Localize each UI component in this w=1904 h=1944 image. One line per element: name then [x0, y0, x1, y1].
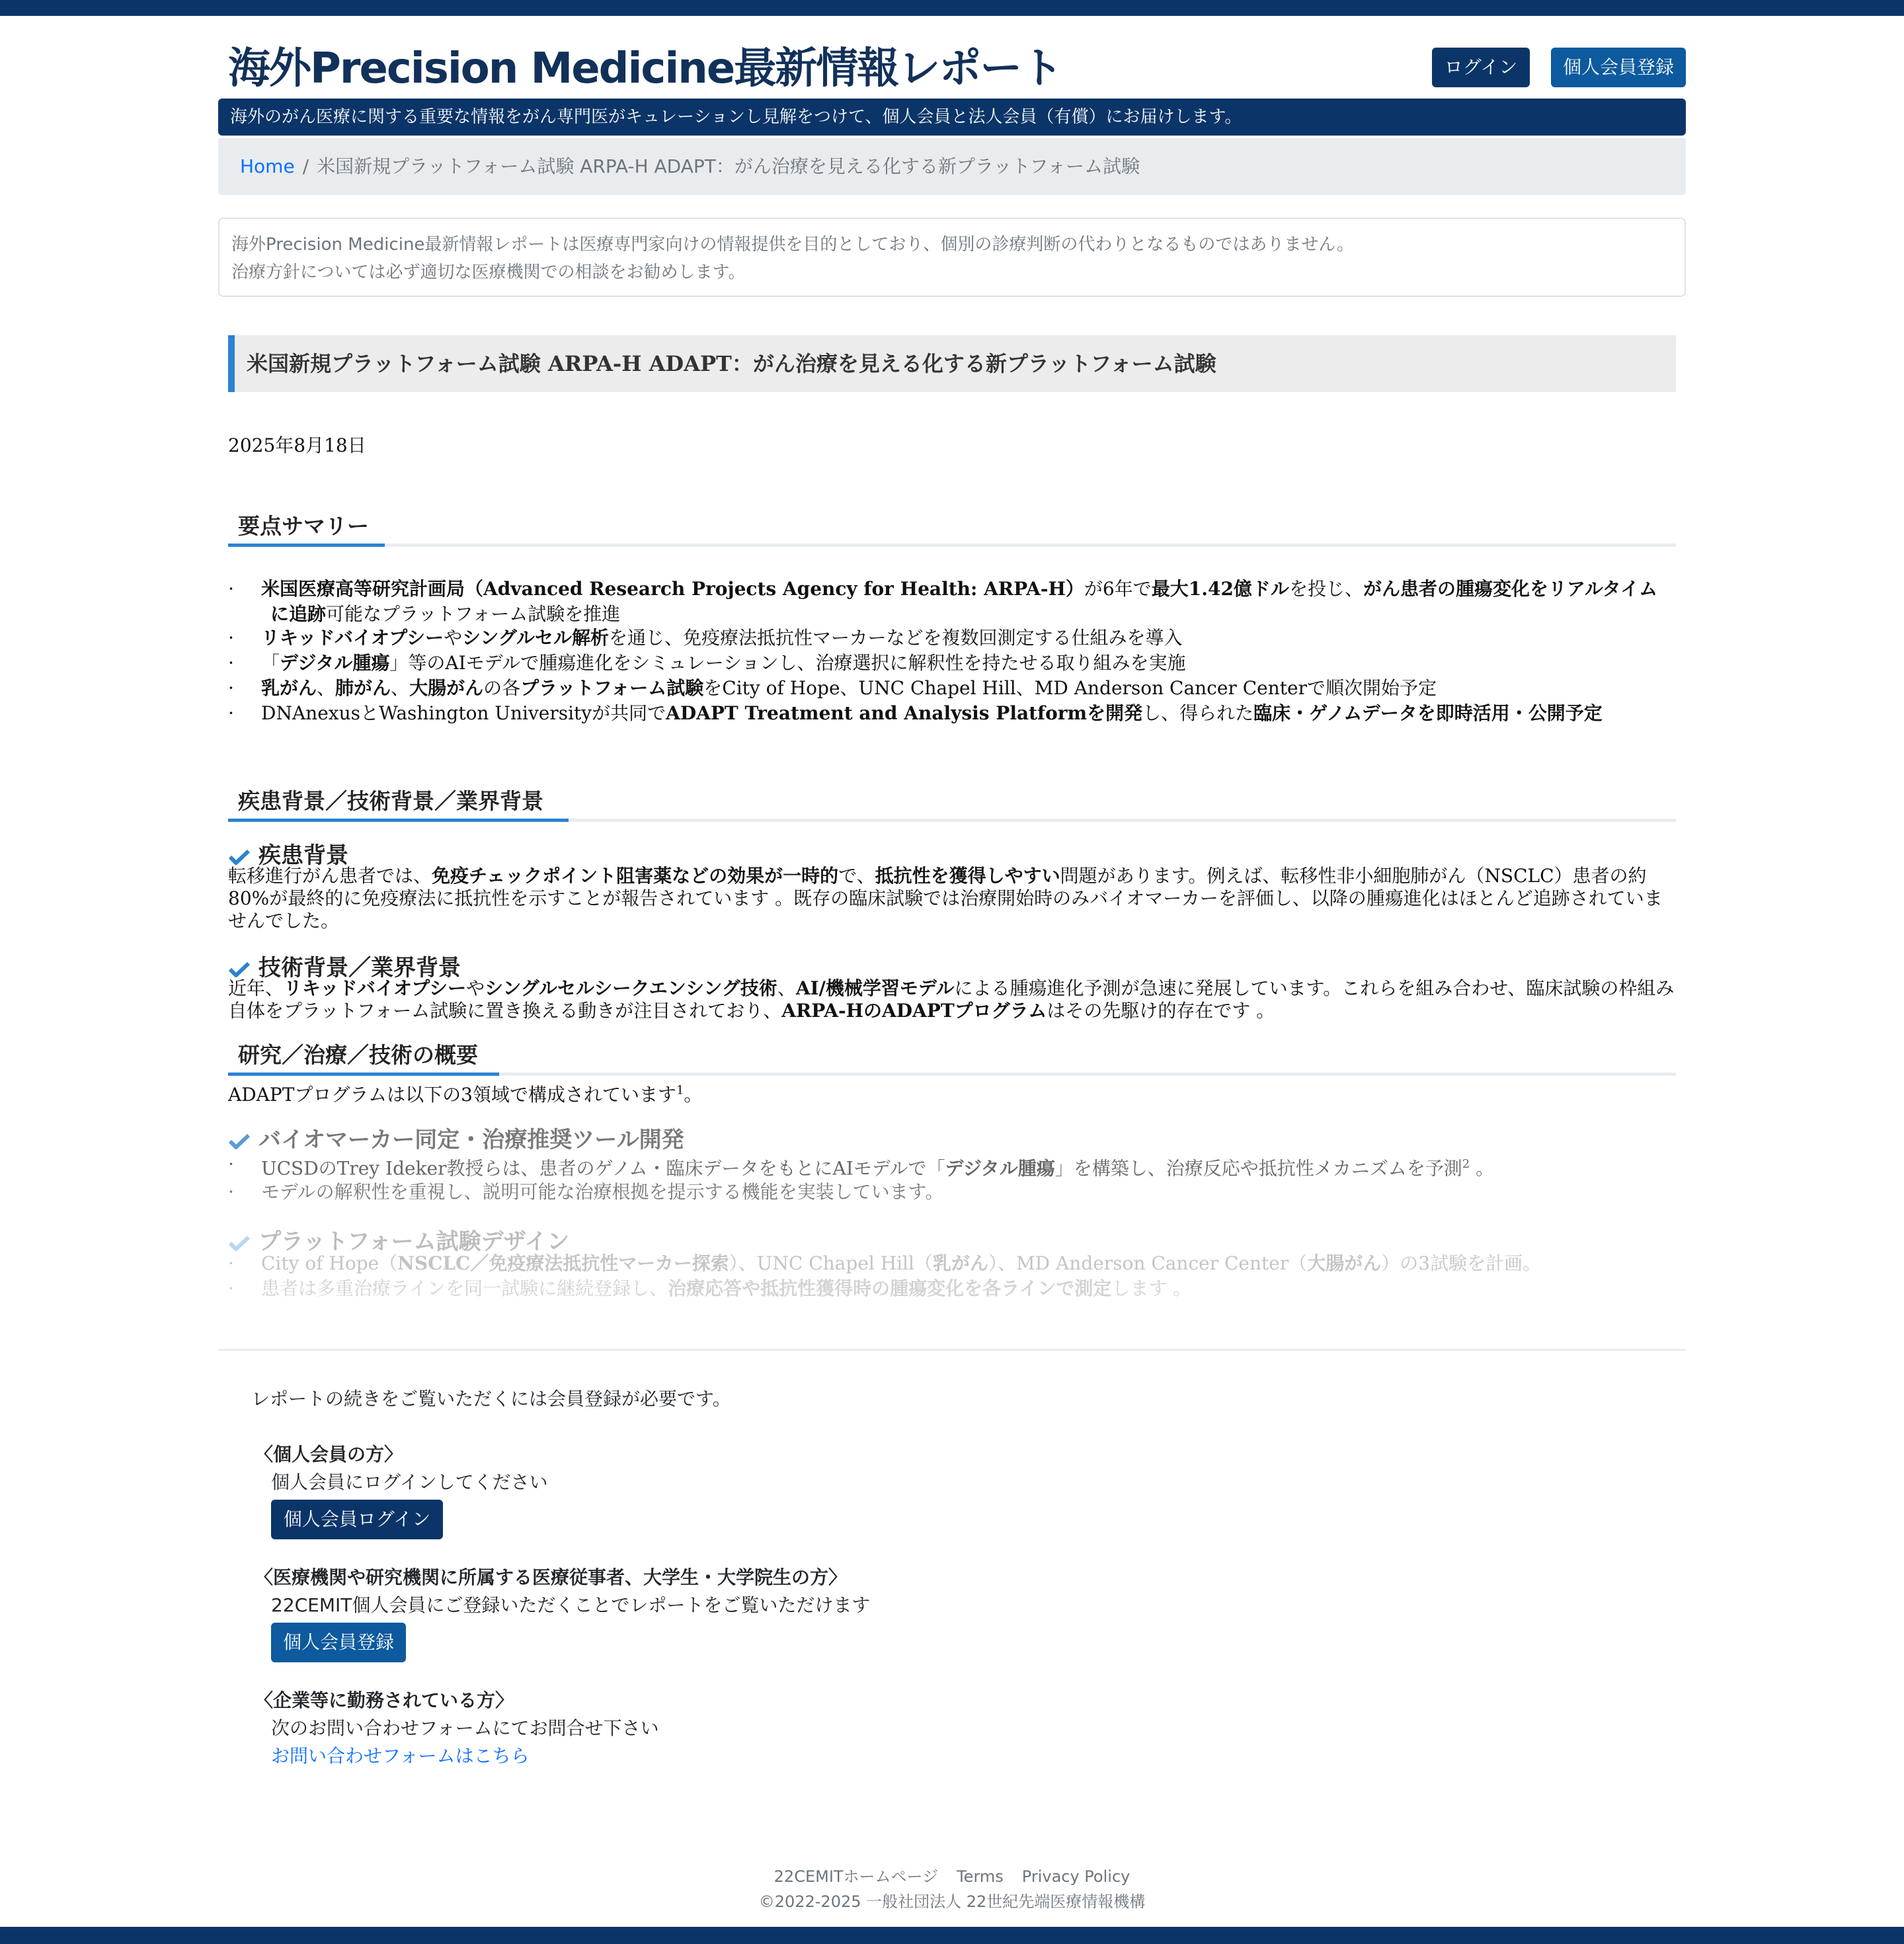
medical-text: 22CEMIT個人会員にご登録いただくことでレポートをご覧いただけます	[271, 1594, 871, 1616]
biomarker-item: · UCSDのTrey Ideker教授らは、患者のゲノム・臨床データをもとにAIモデルで「デジタル腫瘍」を構築し、治療反応や抵抗性メカニズムを予測$^2$ 。	[228, 1153, 1495, 1180]
site-title[interactable]: 海外Precision Medicine最新情報レポート	[228, 44, 1062, 93]
footer-links	[0, 1863, 1904, 1886]
membership-intro: レポートの続きをご覧いただくには会員登録が必要です。	[251, 1388, 731, 1410]
footer-link-privacy[interactable]: Privacy Policy	[1021, 1867, 1130, 1886]
check-icon	[228, 1235, 251, 1251]
disease-heading: 疾患背景	[228, 837, 348, 870]
breadcrumb-current: 米国新規プラットフォーム試験 ARPA-H ADAPT：がん治療を見える化する新プラットフォーム試験	[317, 155, 1140, 177]
disclaimer-notice	[218, 218, 1686, 297]
site-tagline: 海外のがん医療に関する重要な情報をがん専門医がキュレーションし見解をつけて、個人会員と法人会員（有償）にお届けします。	[218, 99, 1686, 136]
summary-heading-rule	[228, 544, 1676, 547]
footer-copyright: ©2022-2025 一般社団法人 22世紀先端医療情報機構	[758, 1892, 1146, 1911]
platform-item: · 患者は多重治療ラインを同一試験に継続登録し、治療応答や抵抗性獲得時の腫瘍変化を各ラインで測定します 。	[228, 1277, 1192, 1299]
breadcrumb	[218, 138, 1686, 195]
footer-link-home[interactable]: 22CEMITホームページ	[774, 1867, 939, 1886]
breadcrumb-home-link[interactable]: Home	[240, 155, 295, 177]
disease-paragraph: 転移進行がん患者では、免疫チェックポイント阻害薬などの効果が一時的で、抵抗性を獲得しやすい問題があります。例えば、転移性非小細胞肺がん（NSCLC）患者の約80%が最終的に免疫療法に抵抗性を示すことが報告されています 。既存の臨床試験では治療開始時のみバイオマーカーを評価し、以降の腫瘍進化はほとんど追跡されていませんでした。	[228, 865, 1663, 932]
individual-register-button[interactable]: 個人会員登録	[271, 1623, 406, 1662]
check-icon	[228, 961, 251, 977]
individual-text: 個人会員にログインしてください	[271, 1471, 548, 1493]
individual-heading: 〈個人会員の方〉	[255, 1443, 403, 1465]
login-button[interactable]: ログイン	[1432, 48, 1530, 87]
article-date: 2025年8月18日	[228, 434, 366, 456]
biomarker-item: · モデルの解釈性を重視し、説明可能な治療根拠を提示する機能を実装しています。	[228, 1181, 944, 1203]
corporate-text: 次のお問い合わせフォームにてお問合せ下さい	[271, 1717, 659, 1739]
background-heading: 疾患背景／技術背景／業界背景	[238, 788, 543, 814]
tech-paragraph: 近年、リキッドバイオプシーやシングルセルシークエンシング技術、AI/機械学習モデルによる腫瘍進化予測が急速に発展しています。これらを組み合わせ、臨床試験の枠組み自体をプラットフォーム試験に置き換える動きが注目されており、ARPA-HのADAPTプログラムはその先駆け的存在です 。	[228, 977, 1675, 1022]
overview-heading: 研究／治療／技術の概要	[238, 1042, 478, 1068]
bottom-accent-bar	[0, 1927, 1904, 1944]
summary-item: · DNAnexusとWashington Universityが共同でADAPT Treatment and Analysis Platformを開発し、得られた臨床・ゲノムデータを即時活用・公開予定	[228, 702, 1603, 724]
overview-heading-underline	[228, 1073, 499, 1076]
summary-item: · 乳がん、肺がん、大腸がんの各プラットフォーム試験をCity of Hope、UNC Chapel Hill、MD Anderson Cancer Centerで順次開始予定	[228, 677, 1437, 699]
register-button[interactable]: 個人会員登録	[1551, 48, 1686, 87]
summary-item: · リキッドバイオプシーやシングルセル解析を通じ、免疫療法抵抗性マーカーなどを複数回測定する仕組みを導入	[228, 627, 1183, 649]
disclaimer-line-2: 治療方針については必ず適切な医療機関での相談をお勧めします。	[231, 263, 746, 282]
contact-form-link[interactable]: お問い合わせフォームはこちら	[271, 1745, 530, 1767]
summary-heading-underline	[228, 544, 385, 547]
biomarker-heading: バイオマーカー同定・治療推奨ツール開発	[228, 1121, 684, 1154]
individual-login-button[interactable]: 個人会員ログイン	[271, 1500, 443, 1539]
top-accent-bar	[0, 0, 1904, 16]
footer-link-terms[interactable]: Terms	[957, 1867, 1004, 1886]
background-heading-underline	[228, 819, 569, 822]
summary-item: · 「デジタル腫瘍」等のAIモデルで腫瘍進化をシミュレーションし、治療選択に解釈性を持たせる取り組みを実施	[228, 652, 1186, 674]
check-icon	[228, 1133, 251, 1149]
check-icon	[228, 849, 251, 865]
platform-heading: プラットフォーム試験デザイン	[228, 1223, 569, 1256]
article-title: 米国新規プラットフォーム試験 ARPA-H ADAPT：がん治療を見える化する新プラットフォーム試験	[228, 335, 1676, 392]
summary-heading: 要点サマリー	[238, 513, 369, 539]
corporate-heading: 〈企業等に勤務されている方〉	[255, 1689, 514, 1711]
tech-heading: 技術背景／業界背景	[228, 950, 461, 982]
platform-item: · City of Hope（NSCLC／免疫療法抵抗性マーカー探索）、UNC Chapel Hill（乳がん）、MD Anderson Cancer Center（大腸がん）の3試験を計画。	[228, 1252, 1542, 1274]
summary-item: · 米国医療高等研究計画局（Advanced Research Projects Agency for Health: ARPA-H）が6年で最大1.42億ドルを投じ、がん患者の腫瘍変化をリアルタイム に追跡可能なプラットフォーム試験を推進	[228, 578, 1658, 625]
overview-intro: ADAPTプログラムは以下の3領域で構成されています$^1$。	[228, 1083, 703, 1106]
breadcrumb-separator: /	[302, 155, 309, 177]
content-divider	[218, 1349, 1686, 1351]
disclaimer-line-1: 海外Precision Medicine最新情報レポートは医療専門家向けの情報提供を目的としており、個別の診療判断の代わりとなるものではありません。	[231, 235, 1354, 255]
medical-heading: 〈医療機関や研究機関に所属する医療従事者、大学生・大学院生の方〉	[255, 1566, 848, 1588]
